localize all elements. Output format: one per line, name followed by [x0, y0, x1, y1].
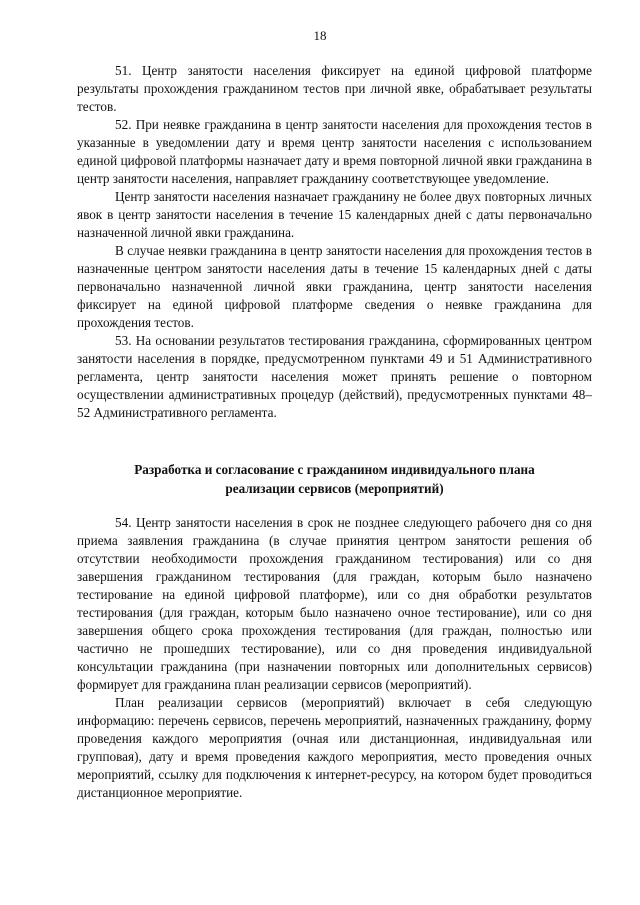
paragraph-54-plan-contents: План реализации сервисов (мероприятий) включает в себя следующую информацию: перечень сервисов, перечень мероприятий, назначенных гражданину, форму проведения каждого мероприятия (очная или дистанционная, индивидуальная или групповая), дату и время проведения каждого мероприятия, место проведения очных мероприятий, ссылку для подключения к интернет-ресурсу, на котором будет проводиться дистанционное мероприятие.	[77, 695, 592, 800]
section-heading-line-1: Разработка и согласование с гражданином индивидуального плана	[134, 462, 535, 477]
section-heading	[77, 460, 592, 498]
paragraph-52-repeat-visits: Центр занятости населения назначает гражданину не более двух повторных личных явок в центр занятости населения в течение 15 календарных дней с даты первоначально назначенной личной явки гражданина.	[77, 189, 592, 240]
section-heading-line-2: реализации сервисов (мероприятий)	[225, 481, 444, 496]
paragraph-54: 54. Центр занятости населения в срок не позднее следующего рабочего дня со дня приема заявления гражданина (в случае принятия центром занятости решения об отсутствии необходимости прохождения гражданином тестирования) или со дня завершения гражданином тестирования (для граждан, которым было назначено тестирование на единой цифровой платформе), или со дня обработки результатов тестирования (для граждан, которым было назначено очное тестирование), или со дня завершения общего срока прохождения тестирования (для граждан, полностью или частично не прошедших тестирование), или со дня проведения индивидуальной консультации гражданина (при назначении повторных или дополнительных сервисов) формирует для гражданина план реализации сервисов (мероприятий).	[77, 515, 592, 692]
text-block-upper	[77, 62, 592, 422]
paragraph-53: 53. На основании результатов тестирования гражданина, сформированных центром занятости населения в порядке, предусмотренном пунктами 49 и 51 Административного регламента, центр занятости населения может принять решение о повторном осуществлении административных процедур (действий), предусмотренных пунктами 48–52 Административного регламента.	[77, 333, 592, 420]
paragraph-51: 51. Центр занятости населения фиксирует на единой цифровой платформе результаты прохождения гражданином тестов при личной явке, обрабатывает результаты тестов.	[77, 63, 592, 114]
text-block-lower	[77, 514, 592, 802]
page-number: 18	[313, 28, 327, 43]
paragraph-52: 52. При неявке гражданина в центр занятости населения для прохождения тестов в указанные в уведомлении дату и время центр занятости населения с использованием единой цифровой платформы назначает дату и время повторной личной явки гражданина в центр занятости населения, направляет гражданину соответствующее уведомление.	[77, 117, 592, 186]
paragraph-52-no-show: В случае неявки гражданина в центр занятости населения для прохождения тестов в назначенные центром занятости населения даты в течение 15 календарных дней с даты первоначально назначенной личной явки гражданина, центр занятости населения фиксирует на единой цифровой платформе сведения о неявке гражданина для прохождения тестов.	[77, 243, 592, 330]
